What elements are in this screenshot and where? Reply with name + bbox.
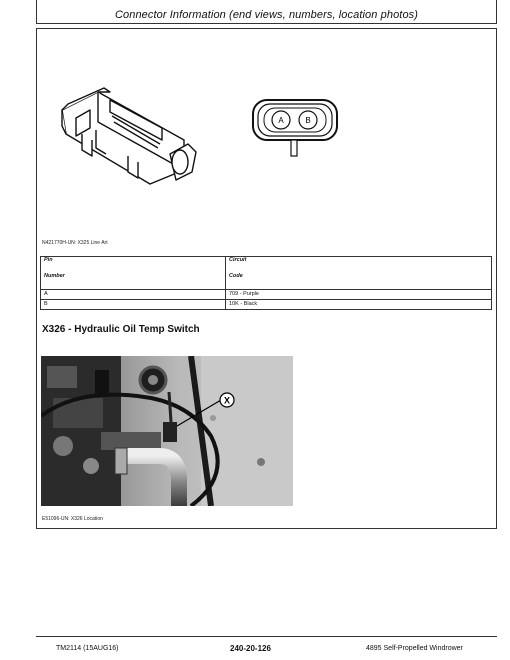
pin-cell: A xyxy=(41,290,226,300)
photo-callout-x: X xyxy=(223,395,231,406)
pin-circuit-table xyxy=(40,256,492,310)
pin-number-header: Pin Number xyxy=(41,257,226,290)
footer-manual-id: TM2114 (15AUG16) xyxy=(56,645,119,652)
footer-page-number: 240-20-126 xyxy=(230,644,271,653)
circuit-cell: 709 - Purple xyxy=(226,290,492,300)
table-header-row xyxy=(41,257,492,290)
terminal-b-label: B xyxy=(305,116,311,125)
footer-product-name: 4895 Self-Propelled Windrower xyxy=(366,645,463,652)
connector-line-art xyxy=(52,70,200,188)
table-row xyxy=(41,300,492,310)
circuit-cell: 10K - Black xyxy=(226,300,492,310)
page-header-title: Connector Information (end views, numbers, location photos) xyxy=(114,9,419,21)
terminal-a-label: A xyxy=(278,116,284,125)
photo-caption: E51096-UN: X326 Location xyxy=(42,516,103,522)
page-header xyxy=(36,0,497,24)
connector-end-view xyxy=(250,98,340,160)
section-title: X326 - Hydraulic Oil Temp Switch xyxy=(42,324,200,335)
circuit-code-header: Circuit Code xyxy=(226,257,492,290)
table-row xyxy=(41,290,492,300)
connector-drawing-caption: N421770H-UN: X325 Line Art xyxy=(42,240,108,246)
footer-divider xyxy=(36,636,497,637)
location-photo xyxy=(41,356,293,506)
pin-cell: B xyxy=(41,300,226,310)
